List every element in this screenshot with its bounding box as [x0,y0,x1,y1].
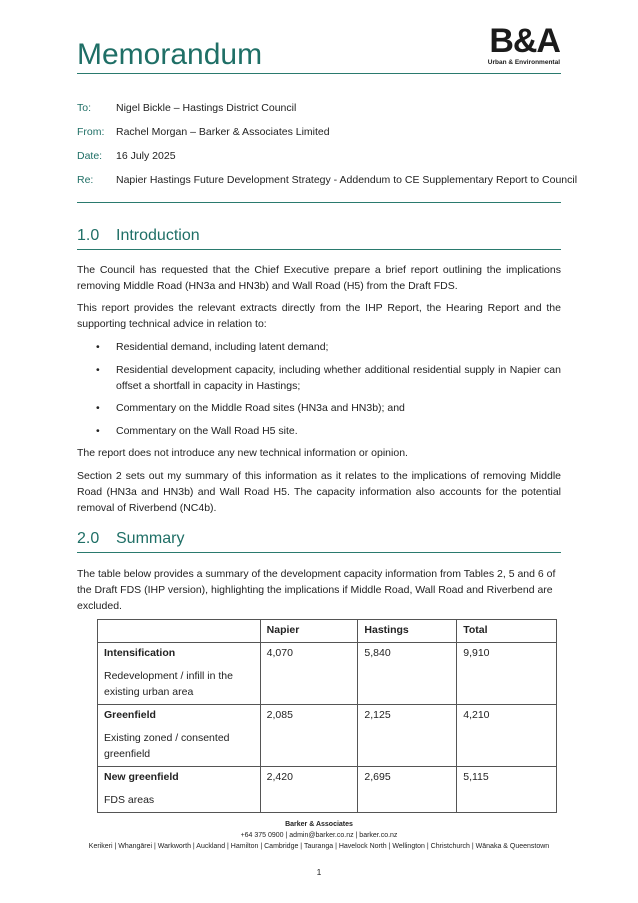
table-header-cell [98,620,261,643]
page-number: 1 [316,867,322,877]
capacity-table [97,619,557,813]
intro-paragraph-2: This report provides the relevant extracts directly from the IHP Report, the Hearing Report and the supporting technical advice in relation to: [77,302,561,330]
table-cell-total: 4,210 [457,705,557,767]
list-item [96,423,561,439]
page-title: Memorandum [77,38,263,71]
row-title: Intensification [104,647,176,659]
section-heading-introduction [77,227,200,245]
section-number: 2.0 [77,530,100,547]
table-header-total: Total [457,620,557,643]
meta-from-label: From: [77,126,105,138]
meta-divider [77,202,561,203]
company-logo [474,24,560,66]
list-item-text: Commentary on the Wall Road H5 site. [116,425,298,437]
meta-to-value: Nigel Bickle – Hastings District Council [116,102,297,114]
table-header-row [98,620,557,643]
meta-from-value: Rachel Morgan – Barker & Associates Limited [116,126,330,138]
section-heading-summary [77,530,184,548]
row-description: Redevelopment / infill in the existing urban area [104,670,233,698]
summary-paragraph: The table below provides a summary of the development capacity information from Tables 2, 5 and 6 of the Draft FDS (IHP version), highlighting the implications if Middle Road, Wall Road and Riverbend are excluded. [77,568,556,612]
table-cell-napier: 4,070 [260,643,358,705]
table-row-label [98,705,261,767]
list-item [96,400,561,416]
logo-mark: B&A [489,22,560,60]
meta-re-value: Napier Hastings Future Development Strategy - Addendum to CE Supplementary Report to Council [116,174,578,186]
footer-contact: +64 375 0900 | admin@barker.co.nz | barker.co.nz [240,832,398,839]
bullet-icon: • [96,402,100,414]
list-item [96,339,561,355]
meta-date-label: Date: [77,150,103,162]
bullet-icon: • [96,341,100,353]
list-item [96,362,561,394]
footer-locations: Kerikeri | Whangārei | Warkworth | Auckland | Hamilton | Cambridge | Tauranga | Havelock North | Wellington | Christchurch | Wānaka & Queenstown [88,843,550,850]
section-title: Introduction [116,227,200,244]
meta-date-value: 16 July 2025 [116,150,176,162]
row-title: Greenfield [104,709,156,721]
header-divider [77,73,561,74]
intro-paragraph-4: Section 2 sets out my summary of this information as it relates to the implications of removing Middle Road (HN3a and HN3b) and Wall Road H5. The capacity information also accounts for the potential removal of Riverbend (NC4b). [77,470,561,514]
section-title: Summary [116,530,185,547]
table-row-label [98,767,261,813]
meta-to-label: To: [77,102,92,114]
intro-paragraph-1: The Council has requested that the Chief Executive prepare a brief report outlining the implications removing Middle Road (HN3a and HN3b) and Wall Road (H5) from the Draft FDS. [77,264,561,292]
section-number: 1.0 [77,227,100,244]
section-divider [77,552,561,553]
list-item-text: Commentary on the Middle Road sites (HN3a and HN3b); and [116,402,405,414]
intro-paragraph-3: The report does not introduce any new technical information or opinion. [77,447,408,459]
table-cell-total: 9,910 [457,643,557,705]
list-item-text: Residential demand, including latent demand; [116,341,329,353]
table-row [98,643,557,705]
row-title: New greenfield [104,771,179,783]
row-description: FDS areas [104,794,155,806]
table-row [98,705,557,767]
logo-subtitle: Urban & Environmental [487,59,560,66]
list-item-text: Residential development capacity, including whether additional residential supply in Napier can offset a shortfall in capacity in Hastings; [116,364,561,392]
row-description: Existing zoned / consented greenfield [104,732,230,760]
table-row [98,767,557,813]
meta-re-label: Re: [77,174,94,186]
table-cell-napier: 2,420 [260,767,358,813]
table-cell-napier: 2,085 [260,705,358,767]
bullet-icon: • [96,364,100,376]
bullet-icon: • [96,425,100,437]
table-cell-total: 5,115 [457,767,557,813]
table-row-label [98,643,261,705]
table-header-hastings: Hastings [358,620,457,643]
table-header-napier: Napier [260,620,358,643]
footer-company: Barker & Associates [285,821,353,828]
table-cell-hastings: 5,840 [358,643,457,705]
section-divider [77,249,561,250]
table-cell-hastings: 2,695 [358,767,457,813]
table-cell-hastings: 2,125 [358,705,457,767]
